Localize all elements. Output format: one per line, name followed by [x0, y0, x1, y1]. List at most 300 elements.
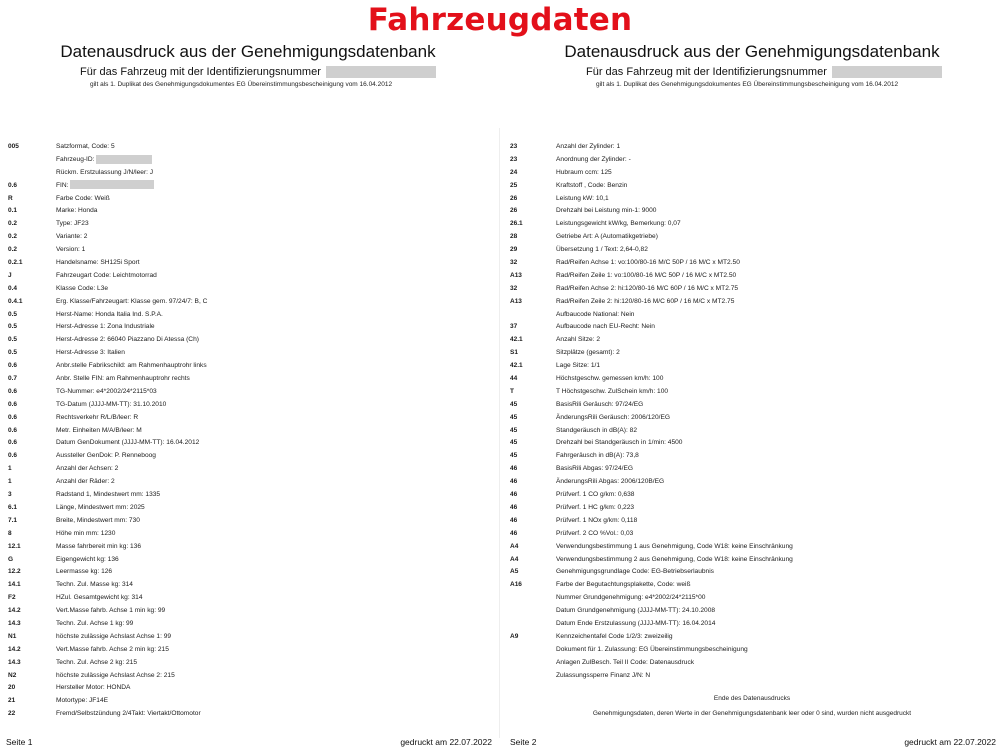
field-label: Fremd/Selbstzündung 2/4Takt: Viertakt/Ottomotor — [56, 710, 201, 718]
data-row — [0, 579, 496, 592]
field-text — [556, 437, 682, 450]
field-text — [556, 231, 658, 244]
data-row — [504, 605, 1000, 618]
field-code: 32 — [510, 284, 518, 292]
field-text — [56, 270, 157, 283]
field-label: Eigengewicht kg: 136 — [56, 555, 119, 563]
field-label: Hersteller Motor: HONDA — [56, 684, 131, 692]
field-code: 0.6 — [8, 439, 18, 447]
data-row — [0, 554, 496, 567]
field-label: Anbr. Stelle FIN: am Rahmenhauptrohr rechts — [56, 375, 190, 383]
field-label: Fahrzeug-ID: — [56, 155, 95, 163]
field-label: TG-Nummer: e4*2002/24*2115*03 — [56, 387, 157, 395]
data-row — [0, 670, 496, 683]
data-row — [0, 193, 496, 206]
field-label: Vert.Masse fahrb. Achse 2 min kg: 215 — [56, 645, 169, 653]
field-text — [556, 631, 673, 644]
field-text — [556, 554, 793, 567]
data-row — [0, 566, 496, 579]
field-text — [556, 605, 715, 618]
field-text — [556, 180, 627, 193]
field-label: Anordnung der Zylinder: - — [556, 155, 631, 163]
field-label: Länge, Mindestwert mm: 2025 — [56, 503, 145, 511]
data-row — [0, 180, 496, 193]
data-row — [0, 489, 496, 502]
field-text — [556, 515, 637, 528]
field-label: höchste zulässige Achslast Achse 1: 99 — [56, 632, 172, 640]
data-row — [504, 283, 1000, 296]
vehicle-id-label: Für das Fahrzeug mit der Identifizierungsnummer — [80, 66, 321, 78]
data-row — [504, 515, 1000, 528]
field-code: 46 — [510, 491, 518, 499]
field-label: Zulassungssperre Finanz J/N: N — [556, 671, 651, 679]
field-label: Aussteller GenDok: P. Renneboog — [56, 452, 156, 460]
data-row — [504, 218, 1000, 231]
field-label: Herst-Adresse 3: Italien — [56, 349, 125, 357]
field-code: 8 — [8, 529, 12, 537]
field-code: 28 — [510, 233, 518, 241]
field-code: 26 — [510, 207, 518, 215]
redacted-vin — [326, 66, 436, 78]
field-label: Nummer Grundgenehmigung: e4*2002/24*2115*00 — [556, 594, 706, 602]
field-text — [56, 515, 140, 528]
data-row — [0, 437, 496, 450]
data-row — [0, 321, 496, 334]
field-code: 42.1 — [510, 362, 523, 370]
field-label: Klasse Code: L3e — [56, 284, 109, 292]
field-label: Höchstgeschw. gemessen km/h: 100 — [556, 375, 664, 383]
field-code: 46 — [510, 503, 518, 511]
field-text — [556, 244, 648, 257]
field-code: 0.6 — [8, 181, 18, 189]
field-label: ÄnderungsRili Geräusch: 2006/120/EG — [556, 413, 670, 421]
field-label: Techn. Zul. Achse 2 kg: 215 — [56, 658, 138, 666]
field-code: 37 — [510, 323, 518, 331]
field-text — [556, 270, 736, 283]
field-text — [56, 412, 138, 425]
field-code: 0.4.1 — [8, 297, 23, 305]
data-row — [504, 231, 1000, 244]
redacted-value — [70, 180, 154, 189]
field-code: A9 — [510, 632, 519, 640]
data-row — [0, 631, 496, 644]
data-row — [0, 412, 496, 425]
data-row — [504, 631, 1000, 644]
data-row — [0, 644, 496, 657]
data-row — [0, 218, 496, 231]
field-code: 0.6 — [8, 426, 18, 434]
printed-date: gedruckt am 22.07.2022 — [400, 737, 492, 747]
field-code: 44 — [510, 375, 518, 383]
field-code: J — [8, 271, 12, 279]
field-code: 0.6 — [8, 413, 18, 421]
field-label: Anbr.stelle Fabrikschild: am Rahmenhauptrohr links — [56, 362, 207, 370]
field-label: Version: 1 — [56, 246, 86, 254]
field-text — [56, 399, 166, 412]
field-label: Aufbaucode National: Nein — [556, 310, 635, 318]
field-text — [56, 386, 157, 399]
field-text — [556, 296, 734, 309]
data-row — [504, 399, 1000, 412]
data-rows — [504, 141, 1000, 682]
field-code: 14.2 — [8, 645, 21, 653]
data-row — [0, 682, 496, 695]
data-row — [0, 528, 496, 541]
field-label: Handelsname: SH125i Sport — [56, 259, 140, 267]
printed-date: gedruckt am 22.07.2022 — [904, 737, 996, 747]
field-label: Anzahl der Räder: 2 — [56, 478, 115, 486]
field-code: A16 — [510, 581, 522, 589]
field-code: 0.6 — [8, 452, 18, 460]
field-code: 3 — [8, 491, 12, 499]
field-text — [556, 309, 634, 322]
data-row — [504, 670, 1000, 683]
field-code: 14.3 — [8, 619, 21, 627]
field-text — [56, 554, 119, 567]
field-text — [556, 412, 670, 425]
field-text — [56, 502, 145, 515]
data-row — [504, 270, 1000, 283]
field-label: Rad/Reifen Zeile 2: hi:120/80-16 M/C 60P / 16 M/C x MT2.75 — [556, 297, 735, 305]
field-text — [56, 231, 87, 244]
field-code: 23 — [510, 143, 518, 150]
data-row — [504, 334, 1000, 347]
field-label: Prüfverf. 1 NOx g/km: 0,118 — [556, 516, 638, 524]
data-row — [0, 205, 496, 218]
field-text — [56, 425, 142, 438]
field-code: 0.7 — [8, 375, 18, 383]
data-row — [504, 309, 1000, 322]
data-row — [504, 180, 1000, 193]
field-text — [556, 141, 620, 154]
field-code: 005 — [8, 143, 19, 150]
field-label: Anzahl Sitze: 2 — [556, 336, 600, 344]
field-text — [556, 205, 656, 218]
field-code: 45 — [510, 452, 518, 460]
field-code: 32 — [510, 259, 518, 267]
field-text — [56, 618, 133, 631]
field-text — [556, 399, 643, 412]
data-row — [0, 425, 496, 438]
field-text — [56, 631, 171, 644]
field-label: Leermasse kg: 126 — [56, 568, 113, 576]
field-code: 7.1 — [8, 516, 18, 524]
field-text — [56, 334, 199, 347]
field-code: G — [8, 555, 14, 563]
field-label: Datum Grundgenehmigung (JJJJ-MM-TT): 24.10.2008 — [556, 607, 716, 615]
field-label: Fahrzeugart Code: Leichtmotorrad — [56, 271, 157, 279]
data-row — [504, 205, 1000, 218]
field-text — [56, 283, 108, 296]
field-code: 1 — [8, 478, 12, 486]
field-text — [56, 541, 141, 554]
field-label: Verwendungsbestimmung 2 aus Genehmigung, Code W18: keine Einschränkung — [556, 555, 793, 563]
field-code: A5 — [510, 568, 519, 576]
data-row — [0, 154, 496, 167]
data-row — [0, 476, 496, 489]
field-code: 0.1 — [8, 207, 18, 215]
field-code: 46 — [510, 516, 518, 524]
field-label: Verwendungsbestimmung 1 aus Genehmigung, Code W18: keine Einschränkung — [556, 542, 793, 550]
data-row — [504, 244, 1000, 257]
duplicate-note: gilt als 1. Duplikat des Genehmigungsdokumentes EG Übereinstimmungsbescheinigung vom 16.04.2012 — [90, 81, 393, 88]
field-label: Motortype: JF14E — [56, 697, 109, 705]
field-text — [556, 670, 650, 683]
field-text — [56, 695, 108, 708]
page-number: Seite 2 — [510, 737, 537, 747]
data-row — [0, 708, 496, 721]
data-row — [0, 283, 496, 296]
field-label: Übersetzung 1 / Text: 2,64-0,82 — [556, 246, 648, 254]
field-code: 0.2 — [8, 246, 18, 254]
field-label: Herst-Name: Honda Italia Ind. S.P.A. — [56, 310, 163, 318]
field-code: 0.5 — [8, 336, 18, 344]
data-row — [504, 450, 1000, 463]
data-row — [504, 154, 1000, 167]
field-code: 26 — [510, 194, 518, 202]
field-text — [56, 682, 130, 695]
field-label: Techn. Zul. Masse kg: 314 — [56, 581, 133, 589]
field-code: N2 — [8, 671, 17, 679]
field-text — [56, 309, 163, 322]
field-code: 24 — [510, 168, 518, 176]
data-row — [0, 309, 496, 322]
field-label: Prüfverf. 2 CO %Vol.: 0,03 — [556, 529, 634, 537]
data-row — [0, 167, 496, 180]
data-row — [504, 437, 1000, 450]
field-text — [56, 205, 97, 218]
doc-title: Datenausdruck aus der Genehmigungsdatenbank — [564, 42, 940, 61]
field-label: Drehzahl bei Leistung min-1: 9000 — [556, 207, 657, 215]
field-text — [556, 154, 631, 167]
field-text — [56, 167, 153, 180]
data-row — [504, 463, 1000, 476]
field-text — [56, 180, 154, 193]
field-label: Techn. Zul. Achse 1 kg: 99 — [56, 619, 134, 627]
page-number: Seite 1 — [6, 737, 33, 747]
field-code: 14.3 — [8, 658, 21, 666]
field-label: Hubraum ccm: 125 — [556, 168, 612, 176]
data-row — [504, 193, 1000, 206]
field-code: 1 — [8, 465, 12, 473]
field-text — [56, 708, 201, 721]
field-label: Dokument für 1. Zulassung: EG Übereinstimmungsbescheinigung — [556, 645, 748, 653]
data-row — [504, 360, 1000, 373]
field-code: T — [510, 387, 514, 395]
field-label: Vert.Masse fahrb. Achse 1 min kg: 99 — [56, 607, 166, 615]
field-code: 0.5 — [8, 323, 18, 331]
data-row — [0, 141, 496, 154]
field-code: 0.5 — [8, 310, 18, 318]
data-row — [504, 502, 1000, 515]
field-label: Farbe der Begutachtungsplakette, Code: weiß — [556, 581, 691, 589]
field-text — [556, 592, 705, 605]
field-label: Datum GenDokument (JJJJ-MM-TT): 16.04.2012 — [56, 439, 200, 447]
field-label: Höhe min mm: 1230 — [56, 529, 116, 537]
field-text — [556, 425, 637, 438]
field-text — [556, 283, 738, 296]
field-label: Satzformat, Code: 5 — [56, 143, 115, 150]
document-page-1 — [0, 0, 496, 752]
field-label: Farbe Code: Weiß — [56, 194, 110, 202]
data-row — [504, 386, 1000, 399]
field-code: A13 — [510, 297, 522, 305]
field-code: 0.6 — [8, 400, 18, 408]
field-code: S1 — [510, 349, 518, 357]
field-text — [556, 347, 620, 360]
data-row — [504, 554, 1000, 567]
field-code: 45 — [510, 400, 518, 408]
field-text — [56, 528, 115, 541]
field-code: A4 — [510, 542, 519, 550]
data-row — [0, 399, 496, 412]
field-label: Anzahl der Achsen: 2 — [56, 465, 119, 473]
field-text — [56, 141, 115, 154]
data-row — [504, 425, 1000, 438]
field-text — [56, 670, 175, 683]
field-label: ÄnderungsRili Abgas: 2006/120B/EG — [556, 478, 665, 486]
field-label: Kraftstoff , Code: Benzin — [556, 181, 628, 189]
field-label: Herst-Adresse 2: 66040 Piazzano Di Atessa (Ch) — [56, 336, 199, 344]
data-row — [0, 541, 496, 554]
data-row — [0, 450, 496, 463]
field-text — [556, 334, 600, 347]
field-code: 29 — [510, 246, 518, 254]
data-row — [504, 618, 1000, 631]
field-text — [56, 373, 190, 386]
field-text — [556, 360, 600, 373]
field-code: F2 — [8, 594, 16, 602]
data-row — [504, 489, 1000, 502]
field-text — [56, 463, 118, 476]
data-row — [0, 244, 496, 257]
field-code: 45 — [510, 413, 518, 421]
field-text — [556, 463, 633, 476]
field-label: Rückm. Erstzulassung J/N/leer: J — [56, 168, 154, 176]
field-code: 46 — [510, 529, 518, 537]
end-of-printout: Ende des Datenausdrucks — [713, 695, 791, 702]
field-text — [556, 644, 748, 657]
field-code: 14.1 — [8, 581, 21, 589]
field-text — [556, 167, 612, 180]
data-row — [0, 515, 496, 528]
data-row — [0, 334, 496, 347]
field-code: 23 — [510, 155, 518, 163]
field-code: A13 — [510, 271, 522, 279]
field-text — [556, 476, 664, 489]
document-page-2 — [504, 0, 1000, 752]
field-text — [556, 579, 691, 592]
field-text — [56, 489, 160, 502]
field-label: Herst-Adresse 1: Zona Industriale — [56, 323, 155, 331]
field-text — [56, 476, 115, 489]
field-label: Rechtsverkehr R/L/B/leer: R — [56, 413, 139, 421]
field-code: 45 — [510, 439, 518, 447]
data-row — [504, 257, 1000, 270]
data-row — [0, 257, 496, 270]
redacted-vin — [832, 66, 942, 78]
field-text — [56, 257, 140, 270]
data-row — [504, 412, 1000, 425]
field-label: Aufbaucode nach EU-Recht: Nein — [556, 323, 655, 331]
data-row — [0, 502, 496, 515]
field-text — [56, 566, 112, 579]
field-code: 21 — [8, 697, 16, 705]
field-text — [556, 386, 668, 399]
field-label: Lage Sitze: 1/1 — [556, 362, 600, 370]
data-row — [0, 386, 496, 399]
data-row — [0, 373, 496, 386]
data-row — [0, 618, 496, 631]
field-text — [56, 360, 207, 373]
data-rows — [0, 141, 496, 721]
field-text — [56, 321, 155, 334]
field-code: 14.2 — [8, 607, 21, 615]
data-row — [0, 296, 496, 309]
empty-values-note: Genehmigungsdaten, deren Werte in der Genehmigungsdatenbank leer oder 0 sind, wurden nicht ausgedruckt — [592, 710, 912, 717]
field-label: Type: JF23 — [56, 220, 89, 228]
data-row — [0, 360, 496, 373]
data-row — [504, 167, 1000, 180]
field-text — [556, 321, 655, 334]
field-text — [556, 657, 694, 670]
field-label: Anlagen ZulBesch. Teil II Code: Datenausdruck — [556, 658, 695, 666]
field-text — [556, 541, 793, 554]
field-label: TG-Datum (JJJJ-MM-TT): 31.10.2010 — [56, 400, 167, 408]
vehicle-id-label: Für das Fahrzeug mit der Identifizierungsnummer — [586, 66, 827, 78]
field-label: Kennzeichentafel Code 1/2/3: zweizeilig — [556, 632, 673, 640]
data-row — [504, 141, 1000, 154]
field-text — [556, 218, 681, 231]
vehicle-id-line — [80, 66, 436, 78]
data-row — [504, 373, 1000, 386]
field-label: Metr. Einheiten M/A/B/leer: M — [56, 426, 142, 434]
field-code: R — [8, 194, 13, 202]
field-label: Genehmigungsgrundlage Code: EG-Betriebserlaubnis — [556, 568, 714, 576]
duplicate-note: gilt als 1. Duplikat des Genehmigungsdokumentes EG Übereinstimmungsbescheinigung vom 16.04.2012 — [596, 81, 899, 88]
field-label: Standgeräusch in dB(A): 82 — [556, 426, 638, 434]
field-label: Masse fahrbereit min kg: 136 — [56, 542, 142, 550]
field-label: Rad/Reifen Achse 2: hi:120/80-16 M/C 60P / 16 M/C x MT2.75 — [556, 284, 739, 292]
field-text — [56, 193, 110, 206]
field-code: 0.5 — [8, 349, 18, 357]
field-text — [556, 566, 714, 579]
field-code: 0.4 — [8, 284, 18, 292]
data-row — [504, 657, 1000, 670]
field-code: 0.2 — [8, 233, 18, 241]
field-code: A4 — [510, 555, 519, 563]
field-label: Drehzahl bei Standgeräusch in 1/min: 4500 — [556, 439, 683, 447]
field-code: 12.2 — [8, 568, 21, 576]
field-code: 42.1 — [510, 336, 523, 344]
field-label: Rad/Reifen Achse 1: vo:100/80-16 M/C 50P / 16 M/C x MT2.50 — [556, 259, 740, 267]
field-text — [556, 193, 609, 206]
field-code: 46 — [510, 465, 518, 473]
redacted-value — [96, 155, 152, 164]
field-label: FIN: — [56, 181, 69, 189]
data-row — [504, 296, 1000, 309]
field-label: Breite, Mindestwert mm: 730 — [56, 516, 140, 524]
field-text — [556, 618, 715, 631]
field-code: 22 — [8, 710, 16, 718]
field-text — [56, 644, 169, 657]
field-label: Variante: 2 — [56, 233, 88, 241]
field-text — [556, 373, 663, 386]
field-label: Radstand 1, Mindestwert mm: 1335 — [56, 491, 161, 499]
field-text — [56, 605, 165, 618]
data-row — [0, 657, 496, 670]
field-text — [56, 244, 85, 257]
